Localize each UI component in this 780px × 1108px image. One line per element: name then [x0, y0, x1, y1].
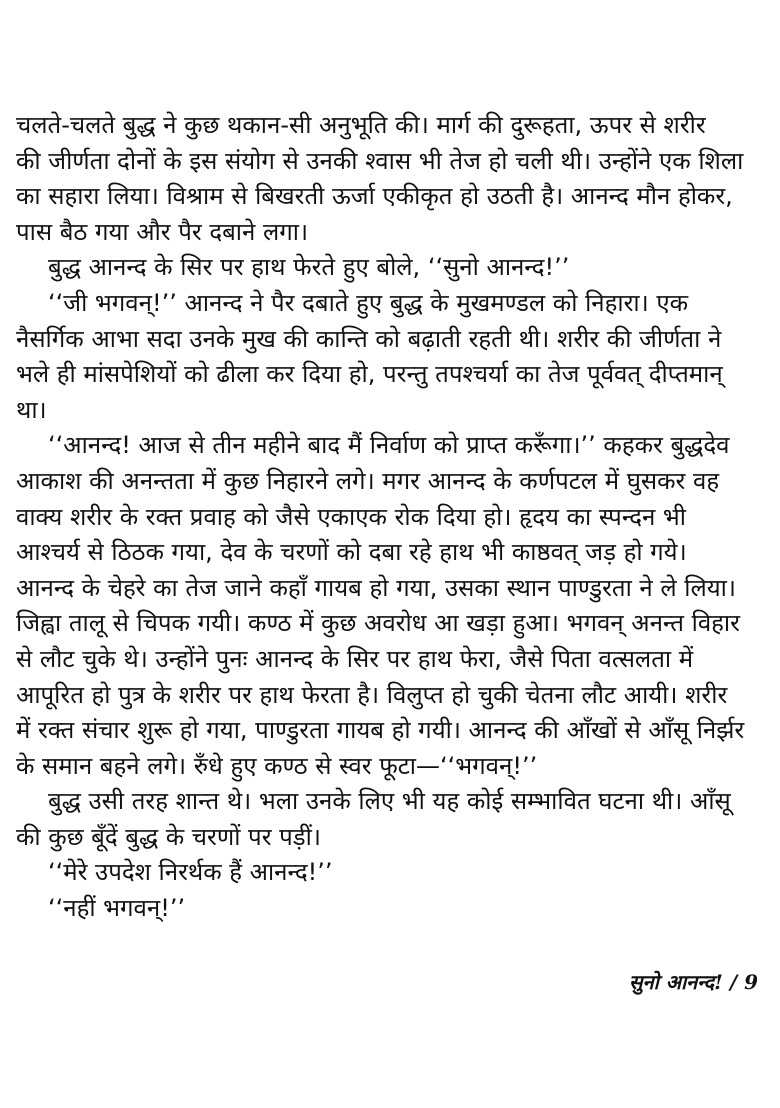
- text-line: आनन्द के चेहरे का तेज जाने कहाँ गायब हो गया, उसका स्थान पाण्डुरता ने ले लिया।: [16, 573, 736, 602]
- text-line: बुद्ध उसी तरह शान्त थे। भला उनके लिए भी यह कोई सम्भावित घटना थी। आँसू: [48, 787, 731, 816]
- text-line: पास बैठ गया और पैर दबाने लगा।: [16, 217, 309, 246]
- text-line: आपूरित हो पुत्र के शरीर पर हाथ फेरता है। विलुप्त हो चुकी चेतना लौट आयी। शरीर: [16, 680, 728, 709]
- text-line: का सहारा लिया। विश्राम से बिखरती ऊर्जा एकीकृत हो उठती है। आनन्द मौन होकर,: [16, 182, 733, 211]
- text-line: था।: [16, 395, 47, 424]
- text-line: बुद्ध आनन्द के सिर पर हाथ फेरते हुए बोले, ‘‘सुनो आनन्द!’’: [48, 253, 570, 282]
- text-line: जिह्वा तालू से चिपक गयी। कण्ठ में कुछ अवरोध आ खड़ा हुआ। भगवन् अनन्त विहार: [16, 609, 740, 638]
- page-body: [16, 108, 764, 927]
- text-line: की कुछ बूँदें बुद्ध के चरणों पर पड़ीं।: [16, 822, 321, 851]
- text-line: ‘‘मेरे उपदेश निरर्थक हैं आनन्द!’’: [48, 858, 333, 887]
- text-line: ‘‘नहीं भगवन्!’’: [48, 894, 186, 923]
- text-line: ‘‘जी भगवन्!’’ आनन्द ने पैर दबाते हुए बुद्ध के मुखमण्डल को निहारा। एक: [48, 288, 689, 317]
- page-footer: सुनो आनन्द! / 9: [628, 970, 758, 994]
- text-line: आकाश की अनन्तता में कुछ निहारने लगे। मगर आनन्द के कर्णपटल में घुसकर वह: [16, 466, 720, 495]
- text-line: में रक्त संचार शुरू हो गया, पाण्डुरता गायब हो गयी। आनन्द की आँखों से आँसू निर्झर: [16, 716, 745, 745]
- text-line: वाक्य शरीर के रक्त प्रवाह को जैसे एकाएक रोक दिया हो। हृदय का स्पन्दन भी: [16, 502, 687, 531]
- text-line: भले ही मांसपेशियों को ढीला कर दिया हो, परन्तु तपश्चर्या का तेज पूर्ववत् दीप्तमान्: [16, 360, 723, 389]
- text-line: से लौट चुके थे। उन्होंने पुनः आनन्द के सिर पर हाथ फेरा, जैसे पिता वत्सलता में: [16, 644, 694, 673]
- text-line: चलते-चलते बुद्ध ने कुछ थकान-सी अनुभूति की। मार्ग की दुरूहता, ऊपर से शरीर: [16, 111, 706, 139]
- text-line: ‘‘आनन्द! आज से तीन महीने बाद मैं निर्वाण को प्राप्त करूँगा।’’ कहकर बुद्धदेव: [48, 431, 730, 460]
- text-line: की जीर्णता दोनों के इस संयोग से उनकी श्वास भी तेज हो चली थी। उन्होंने एक शिला: [16, 146, 744, 175]
- text-line: नैसर्गिक आभा सदा उनके मुख की कान्ति को बढ़ाती रहती थी। शरीर की जीर्णता ने: [16, 324, 722, 353]
- text-line: आश्चर्य से ठिठक गया, देव के चरणों को दबा रहे हाथ भी काष्ठवत् जड़ हो गये।: [16, 538, 687, 567]
- text-line: के समान बहने लगे। रुँधे हुए कण्ठ से स्वर फूटा—‘‘भगवन्!’’: [16, 751, 538, 780]
